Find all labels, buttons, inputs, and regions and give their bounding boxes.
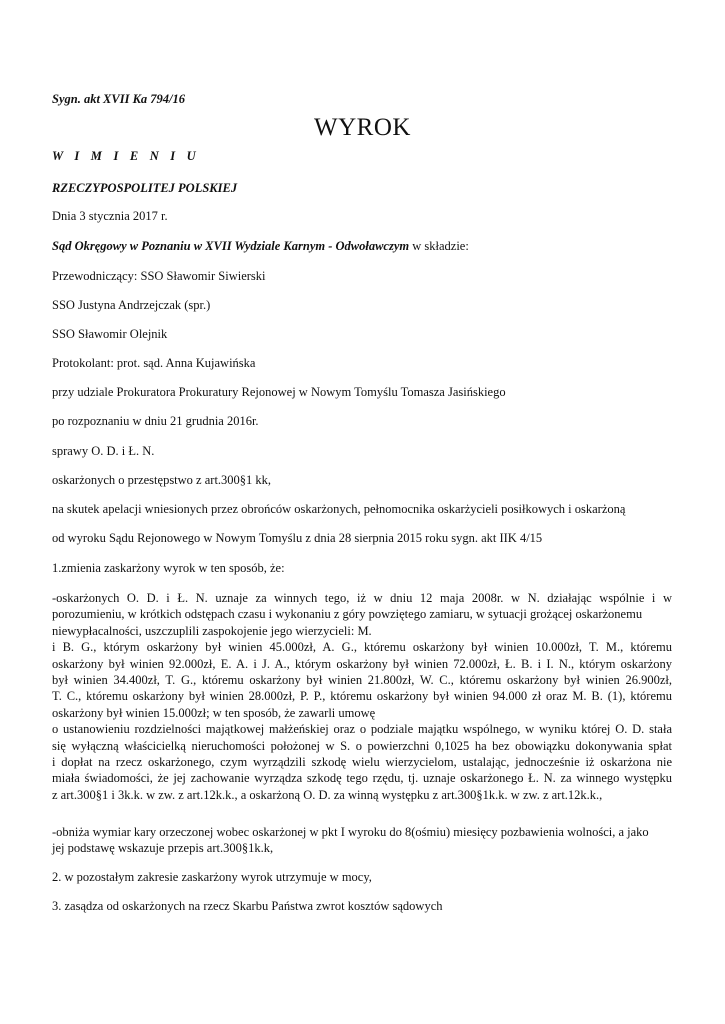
court-clerk: Protokolant: prot. sąd. Anna Kujawińska — [52, 356, 256, 370]
paragraph-1-line: miała świadomości, że jej zachowanie wyrządza szkodę tego rzędu, tj. uznaje oskarżonego Ł. N. za winnego występku — [52, 771, 672, 786]
paragraph-1-line: z art.300§1 i 3k.k. w zw. z art.12k.k., a oskarżoną O. D. za winną występku z art.300§1k.k. w zw. z art.12k.k., — [52, 787, 603, 802]
republic-heading: RZECZYPOSPOLITEJ POLSKIEJ — [52, 181, 238, 195]
paragraph-1-line: -oskarżonych O. D. i Ł. N. uznaje za winnych tego, iż w dniu 12 maja 2008r. w N. działając wspólnie i w — [52, 591, 672, 605]
document-title: WYROK — [314, 114, 411, 141]
paragraph-1-line: oskarżony był winien 92.000zł, E. A. i J. A., którym oskarżony był winien 72.000zł, Ł. B. i I. N., którym oskarżony — [52, 656, 672, 671]
appeal-line: na skutek apelacji wniesionych przez obrońców oskarżonych, pełnomocnika oskarżycieli posiłkowych i oskarżoną — [52, 502, 626, 516]
paragraph-2 — [52, 824, 672, 857]
court-name: Sąd Okręgowy w Poznaniu w XVII Wydziale Karnym - Odwoławczym — [52, 239, 410, 253]
point-2: 2. w pozostałym zakresie zaskarżony wyrok utrzymuje w mocy, — [52, 870, 372, 884]
judge-2: SSO Justyna Andrzejczak (spr.) — [52, 298, 211, 312]
court-suffix: w składzie: — [409, 239, 469, 253]
paragraph-2-line: jej podstawę wskazuje przepis art.300§1k.k, — [52, 841, 274, 856]
paragraph-1-line: i dopłat na rzecz oskarżonego, czym wyrządzili szkodę wielu wierzycielom, ustalając, jednocześnie iż oskarżona nie — [52, 755, 672, 770]
paragraph-1-line: oskarżony był winien 15.000zł; w ten sposób, że zawarli umowę — [52, 705, 376, 720]
lower-court-judgment: od wyroku Sądu Rejonowego w Nowym Tomyślu z dnia 28 sierpnia 2015 roku sygn. akt IIK 4/15 — [52, 531, 543, 545]
paragraph-1-line: niewypłacalności, uszczuplili zaspokojenie jego wierzycieli: M. — [52, 623, 372, 638]
case-number: Sygn. akt XVII Ka 794/16 — [52, 92, 186, 106]
prosecutor-line: przy udziale Prokuratora Prokuratury Rejonowej w Nowym Tomyślu Tomasza Jasińskiego — [52, 385, 506, 399]
paragraph-1-line: był winien 34.400zł, T. G., któremu oskarżony był winien 21.800zł, W. C., któremu oskarżony był winien 26.900zł, — [52, 673, 672, 688]
paragraph-1-line: T. C., któremu oskarżony był winien 28.000zł, P. P., któremu oskarżony był winien 94.000 zł oraz M. B. (1), któremu — [52, 689, 672, 704]
judge-3: SSO Sławomir Olejnik — [52, 327, 168, 341]
paragraph-1-line: się wyłączną właścicielką nieruchomości położonej w S. o powierzchni 0,1025 ha bez obowiązku dokonywania spłat — [52, 738, 672, 753]
paragraph-1-line: o ustanowieniu rozdzielności majątkowej małżeńskiej oraz o podziale majątku wspólnego, w wyniku której O. D. stała — [52, 722, 672, 737]
hearing-date: po rozpoznaniu w dniu 21 grudnia 2016r. — [52, 414, 259, 428]
court-line — [52, 238, 469, 255]
paragraph-2-line: -obniża wymiar kary orzeczonej wobec oskarżonej w pkt I wyroku do 8(ośmiu) miesięcy pozbawienia wolności, a jako — [52, 825, 649, 839]
accusation: oskarżonych o przestępstwo z art.300§1 kk, — [52, 473, 272, 487]
in-the-name-heading: W I M I E N I U — [52, 149, 200, 163]
paragraph-1-line: i B. G., którym oskarżony był winien 45.000zł, A. G., któremu oskarżony był winien 10.000zł, T. M., któremu — [52, 640, 672, 655]
presiding-judge: Przewodniczący: SSO Sławomir Siwierski — [52, 269, 266, 283]
point-1: 1.zmienia zaskarżony wyrok w ten sposób, że: — [52, 561, 285, 575]
point-3: 3. zasądza od oskarżonych na rzecz Skarbu Państwa zwrot kosztów sądowych — [52, 899, 443, 913]
paragraph-1-line: porozumieniu, w krótkich odstępach czasu i wykonaniu z góry powziętego zamiaru, w sytuacji grożącej oskarżonemu — [52, 607, 643, 622]
case-parties: sprawy O. D. i Ł. N. — [52, 444, 155, 458]
paragraph-1 — [52, 590, 672, 803]
judgment-date: Dnia 3 stycznia 2017 r. — [52, 209, 168, 223]
